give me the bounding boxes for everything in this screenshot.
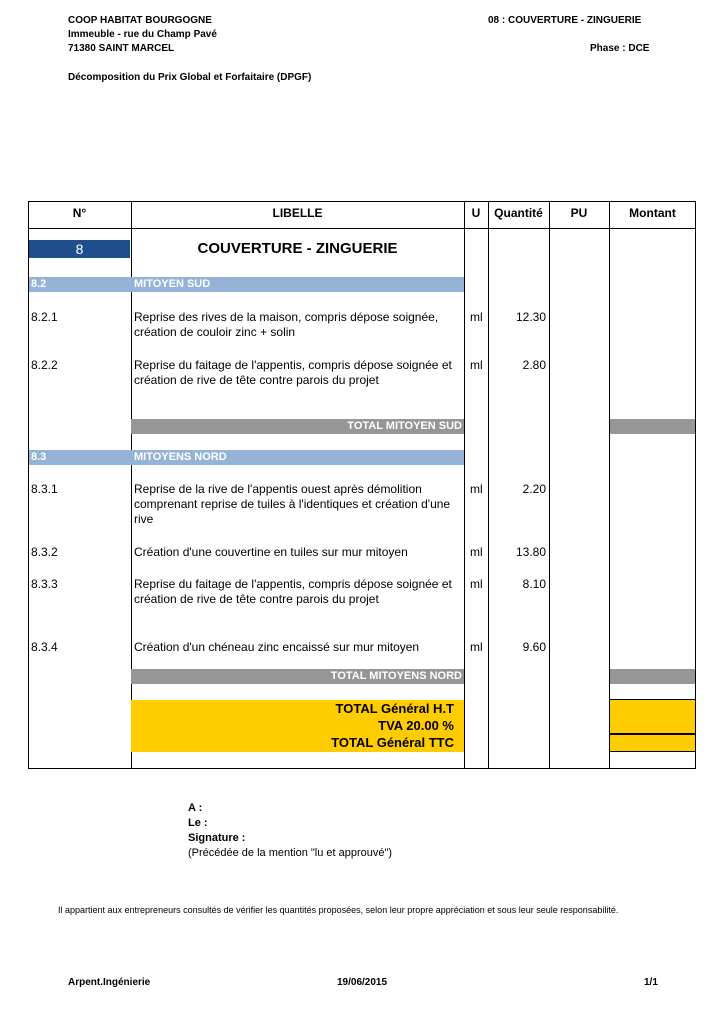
item-number: 8.2.2 (31, 358, 58, 372)
section-number: 8.3 (31, 451, 47, 463)
item-description: Reprise du faitage de l'appentis, compris dépose soignée et création de rive de tête contre parois du projet (134, 358, 452, 387)
section-band (29, 277, 464, 292)
item-description: Reprise des rives de la maison, compris dépose soignée, création de couloir zinc + solin (134, 310, 439, 339)
total-ttc-label: TOTAL Général TTC (331, 735, 454, 750)
client-name: COOP HABITAT BOURGOGNE (68, 15, 212, 26)
section-total-label: TOTAL MITOYEN SUD (347, 420, 462, 432)
item-unit: ml (470, 640, 483, 654)
header-divider (28, 228, 696, 229)
tva-label: TVA 20.00 % (378, 718, 454, 733)
col-header-unit: U (471, 206, 481, 220)
item-description: Reprise de la rive de l'appentis ouest après démolition comprenant reprise de tuiles à l'identiques et création d'une rive (134, 482, 451, 526)
item-description: Création d'une couvertine en tuiles sur mur mitoyen (134, 545, 408, 559)
total-ht-amount-cell (610, 699, 695, 734)
signature-label: Signature : (188, 832, 246, 844)
section-title: MITOYENS NORD (134, 451, 227, 463)
section-title: MITOYEN SUD (134, 278, 211, 290)
item-quantity: 9.60 (522, 640, 546, 654)
section-total-amount-cell (610, 419, 695, 434)
footer-company: Arpent.Ingénierie (68, 977, 151, 988)
signature-mention: (Précédée de la mention "lu et approuvé") (188, 847, 393, 859)
col-header-libelle: LIBELLE (272, 206, 323, 220)
disclaimer-text: Il appartient aux entrepreneurs consultés de vérifier les quantités proposées, selon leur propre appréciation et sous leur seule responsabilité. (58, 905, 619, 915)
chapter-title: COUVERTURE - ZINGUERIE (197, 240, 398, 257)
col-divider (488, 201, 489, 769)
section-total-label: TOTAL MITOYENS NORD (330, 670, 462, 682)
item-unit: ml (470, 310, 483, 324)
col-header-montant: Montant (629, 206, 676, 220)
item-quantity: 2.20 (522, 482, 546, 496)
col-divider (549, 201, 550, 769)
document-title: Décomposition du Prix Global et Forfaitaire (DPGF) (68, 72, 312, 83)
col-header-quantity: Quantité (494, 206, 543, 220)
chapter-number: 8 (75, 241, 84, 257)
item-unit: ml (470, 358, 483, 372)
item-quantity: 8.10 (522, 577, 546, 591)
item-number: 8.3.4 (31, 640, 58, 654)
footer-page: 1/1 (644, 977, 658, 988)
item-number: 8.3.2 (31, 545, 58, 559)
total-ht-label: TOTAL Général H.T (335, 701, 454, 716)
section-band (29, 450, 464, 465)
item-description: Création d'un chéneau zinc encaissé sur mur mitoyen (134, 640, 420, 654)
col-header-num: N° (72, 206, 87, 220)
item-quantity: 13.80 (515, 545, 546, 559)
item-quantity: 12.30 (515, 310, 546, 324)
col-header-pu: PU (570, 206, 588, 220)
section-number: 8.2 (31, 278, 47, 290)
phase-label: Phase : DCE (590, 43, 650, 54)
col-divider (464, 201, 465, 769)
footer-date: 19/06/2015 (337, 977, 388, 988)
client-address-line1: Immeuble - rue du Champ Pavé (68, 29, 217, 40)
signature-place: A : (188, 802, 203, 814)
section-total-amount-cell (610, 669, 695, 684)
client-address-line2: 71380 SAINT MARCEL (68, 43, 175, 54)
item-unit: ml (470, 577, 483, 591)
item-number: 8.3.3 (31, 577, 58, 591)
item-number: 8.3.1 (31, 482, 58, 496)
item-quantity: 2.80 (522, 358, 546, 372)
tva-amount-cell (610, 734, 695, 752)
signature-date: Le : (188, 817, 208, 829)
lot-title: 08 : COUVERTURE - ZINGUERIE (488, 15, 642, 26)
item-number: 8.2.1 (31, 310, 58, 324)
item-description: Reprise du faitage de l'appentis, compris dépose soignée et création de rive de tête contre parois du projet (134, 577, 452, 606)
item-unit: ml (470, 482, 483, 496)
item-unit: ml (470, 545, 483, 559)
